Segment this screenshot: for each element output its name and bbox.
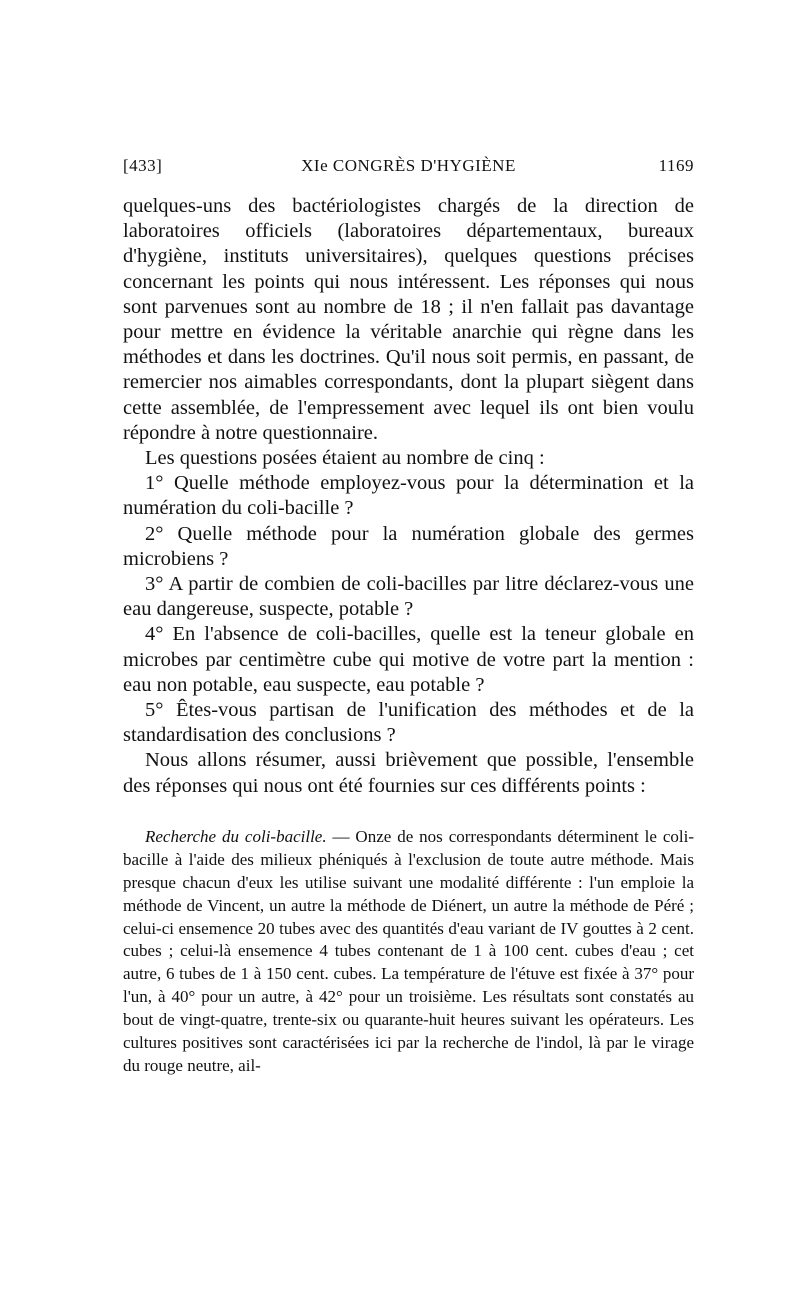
section-text: — Onze de nos correspondants déterminent le coli-bacille à l'aide des milieux phéniqués à l'exclusion de toute autre méthode. Mais presque chacun d'eux les utilise suivant une modalité différente : l'un emploie la méthode de Vincent, un autre la méthode de Diénert, un autre la méthode de Péré ; celui-ci ensemence 20 tubes avec des quantités d'eau variant de IV gouttes à 2 cent. cubes ; celui-là ensemence 4 tubes contenant de 1 à 100 cent. cubes d'eau ; cet autre, 6 tubes de 1 à 150 cent. cubes. La température de l'étuve est fixée à 37° pour l'un, à 40° pour un autre, à 42° pour un troisième. Les résultats sont constatés au bout de vingt-quatre, trente-six ou quarante-huit heures suivant les opérateurs. Les cultures positives sont caractérisées ici par la recherche de l'indol, là par le virage du rouge neutre, ail- bbox=[123, 826, 694, 1075]
book-page bbox=[123, 156, 694, 1095]
running-header bbox=[123, 156, 694, 182]
question-5: 5° Êtes-vous partisan de l'unification des méthodes et de la standardisation des conclusions ? bbox=[123, 699, 694, 747]
section-heading: Recherche du coli-bacille. bbox=[145, 826, 327, 846]
section-coli-bacille bbox=[123, 826, 694, 1078]
main-text bbox=[123, 194, 694, 799]
page-reference: [433] bbox=[123, 156, 163, 175]
page-number: 1169 bbox=[658, 156, 694, 175]
paragraph-summary: Nous allons résumer, aussi brièvement que possible, l'ensemble des réponses qui nous ont été fournies sur ces différents points : bbox=[123, 749, 694, 797]
running-title: XIe CONGRÈS D'HYGIÈNE bbox=[301, 156, 516, 175]
paragraph-questions-intro: Les questions posées étaient au nombre de cinq : bbox=[145, 447, 545, 470]
question-2: 2° Quelle méthode pour la numération globale des germes microbiens ? bbox=[123, 522, 694, 570]
question-3: 3° A partir de combien de coli-bacilles par litre déclarez-vous une eau dangereuse, suspecte, potable ? bbox=[123, 573, 694, 621]
question-1: 1° Quelle méthode employez-vous pour la détermination et la numération du coli-bacille ? bbox=[123, 472, 694, 520]
paragraph-intro: quelques-uns des bactériologistes chargés de la direction de laboratoires officiels (laboratoires départementaux, bureaux d'hygiène, instituts universitaires), quelques questions précises concernant les points qui nous intéressent. Les réponses qui nous sont parvenues sont au nombre de 18 ; il n'en fallait pas davantage pour mettre en évidence la véritable anarchie qui règne dans les méthodes et dans les doctrines. Qu'il nous soit permis, en passant, de remercier nos aimables correspondants, dont la plupart siègent dans cette assemblée, de l'empressement avec lequel ils ont bien voulu répondre à notre questionnaire. bbox=[123, 195, 694, 444]
question-4: 4° En l'absence de coli-bacilles, quelle est la teneur globale en microbes par centimètre cube qui motive de votre part la mention : eau non potable, eau suspecte, eau potable ? bbox=[123, 623, 694, 696]
